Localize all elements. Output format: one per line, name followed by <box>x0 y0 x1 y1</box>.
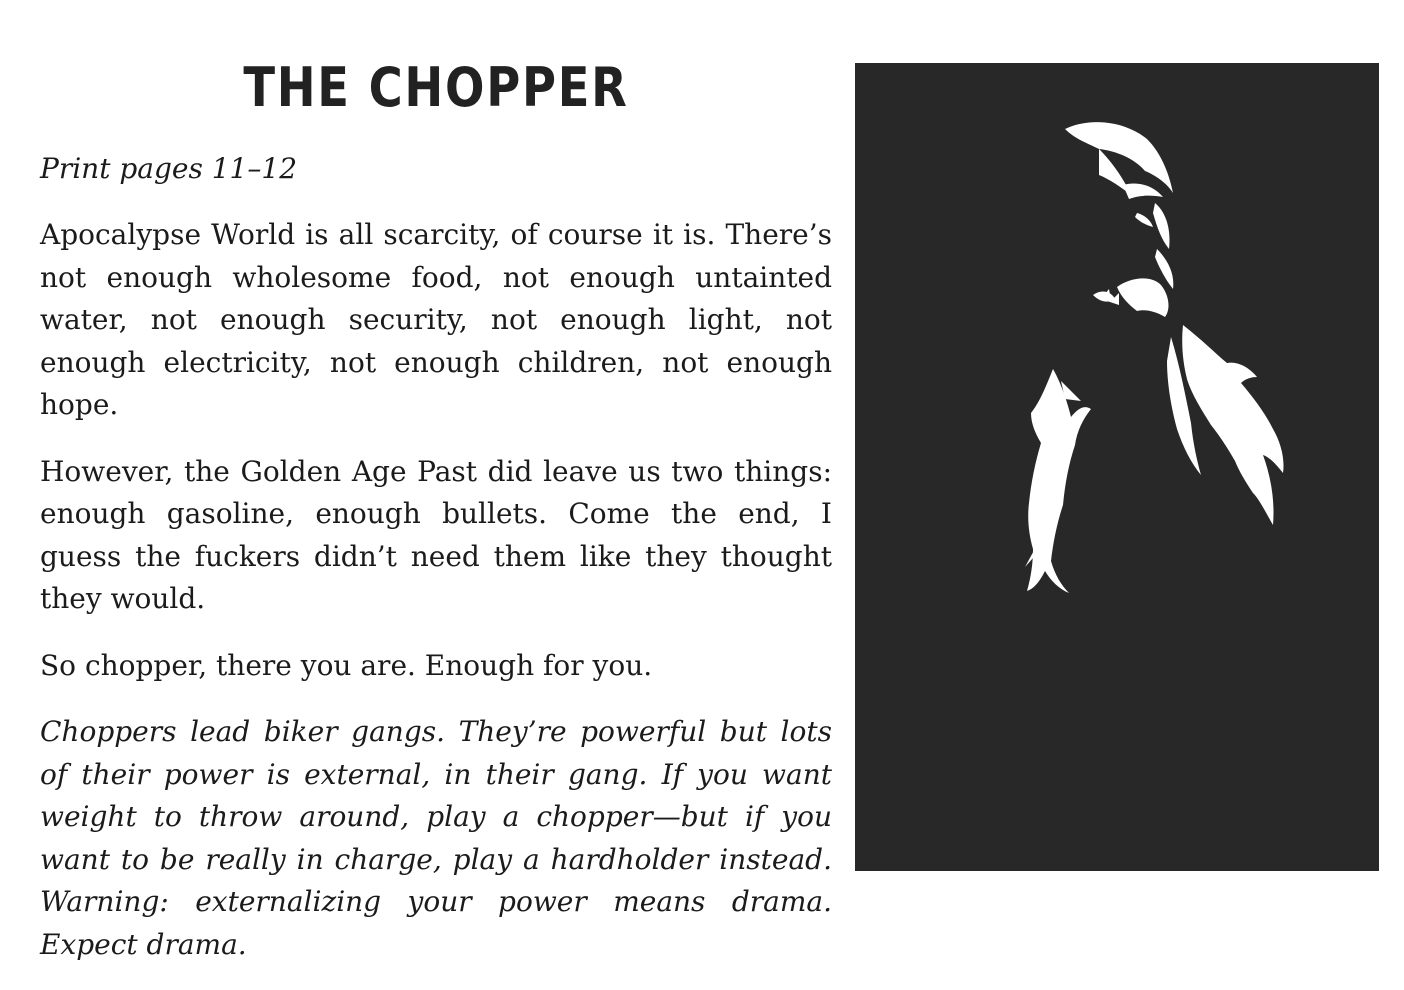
text-column <box>40 148 832 990</box>
page-title: THE CHOPPER <box>243 56 629 119</box>
paragraph-description: Choppers lead biker gangs. They’re powerful but lots of their power is external, in their gang. If you want weight to throw around, play a chopper—but if you want to be really in charge, play a hardholder instead. Warning: externalizing your power means drama. Expect drama. <box>40 715 832 961</box>
paragraph-enough: So chopper, there you are. Enough for you. <box>40 648 653 682</box>
chopper-illustration <box>855 63 1379 871</box>
chopper-portrait-icon <box>855 63 1379 871</box>
paragraph-golden-age: However, the Golden Age Past did leave us two things: enough gasoline, enough bullets. Come the end, I guess the fuckers didn’t need them like they thought they would. <box>40 454 832 615</box>
paragraph-scarcity: Apocalypse World is all scarcity, of course it is. There’s not enough wholesome food, not enough untainted water, not enough security, not enough light, not enough electricity, not enough children, not enough hope. <box>40 218 832 421</box>
page-reference: Print pages 11–12 <box>40 152 298 185</box>
